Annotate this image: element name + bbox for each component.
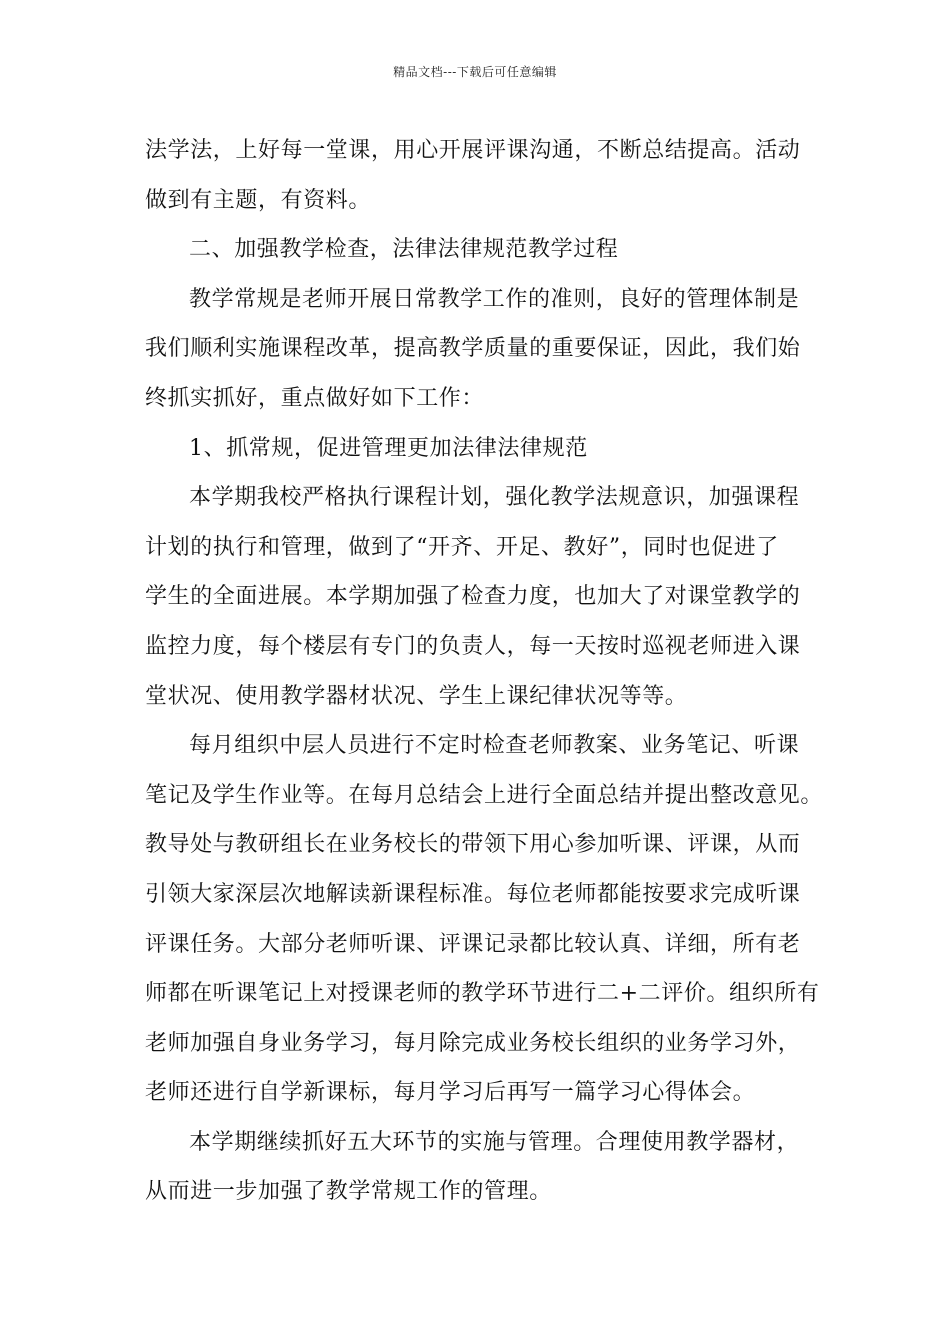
page-header: 精品文档---下载后可任意编辑 xyxy=(393,65,557,79)
text-line: 评课任务。大部分老师听课、评课记录都比较认真、详细，所有老 xyxy=(145,931,801,957)
text-line: 学生的全面进展。本学期加强了检查力度，也加大了对课堂教学的 xyxy=(145,584,801,610)
text-line: 法学法，上好每一堂课，用心开展评课沟通，不断总结提高。活动 xyxy=(145,138,801,163)
text-line: 教导处与教研组长在业务校长的带领下用心参加听课、评课，从而 xyxy=(145,832,801,858)
text-line: 笔记及学生作业等。在每月总结会上进行全面总结并提出整改意见。 xyxy=(145,782,824,808)
text-line: 师都在听课笔记上对授课老师的教学环节进行二+二评价。组织所有 xyxy=(145,981,820,1007)
text-line: 终抓实抓好，重点做好如下工作： xyxy=(145,385,485,411)
document-body xyxy=(145,126,824,1217)
text-line: 老师加强自身业务学习，每月除完成业务校长组织的业务学习外， xyxy=(145,1030,801,1056)
section-heading: 二、加强教学检查，法律法律规范教学过程 xyxy=(189,237,619,263)
text-line: 老师还进行自学新课标，每月学习后再写一篇学习心得体会。 xyxy=(145,1080,756,1106)
text-line: 从而进一步加强了教学常规工作的管理。 xyxy=(145,1179,552,1205)
text-line: 引领大家深层次地解读新课程标准。每位老师都能按要求完成听课 xyxy=(145,881,801,907)
text-line: 堂状况、使用教学器材状况、学生上课纪律状况等等。 xyxy=(145,683,688,709)
subsection-heading: 1、抓常规，促进管理更加法律法律规范 xyxy=(189,435,588,461)
text-line: 计划的执行和管理，做到了“开齐、开足、教好”，同时也促进了 xyxy=(145,534,779,560)
text-line: 做到有主题，有资料。 xyxy=(145,187,372,213)
text-line: 我们顺利实施课程改革，提高教学质量的重要保证，因此，我们始 xyxy=(145,336,801,362)
text-line: 监控力度，每个楼层有专门的负责人，每一天按时巡视老师进入课 xyxy=(145,633,801,659)
text-line: 每月组织中层人员进行不定时检查老师教案、业务笔记、听课 xyxy=(189,733,800,759)
text-line: 教学常规是老师开展日常教学工作的准则，良好的管理体制是 xyxy=(189,286,800,312)
text-line: 本学期继续抓好五大环节的实施与管理。合理使用教学器材， xyxy=(189,1129,800,1155)
text-line: 本学期我校严格执行课程计划，强化教学法规意识，加强课程 xyxy=(189,485,800,511)
